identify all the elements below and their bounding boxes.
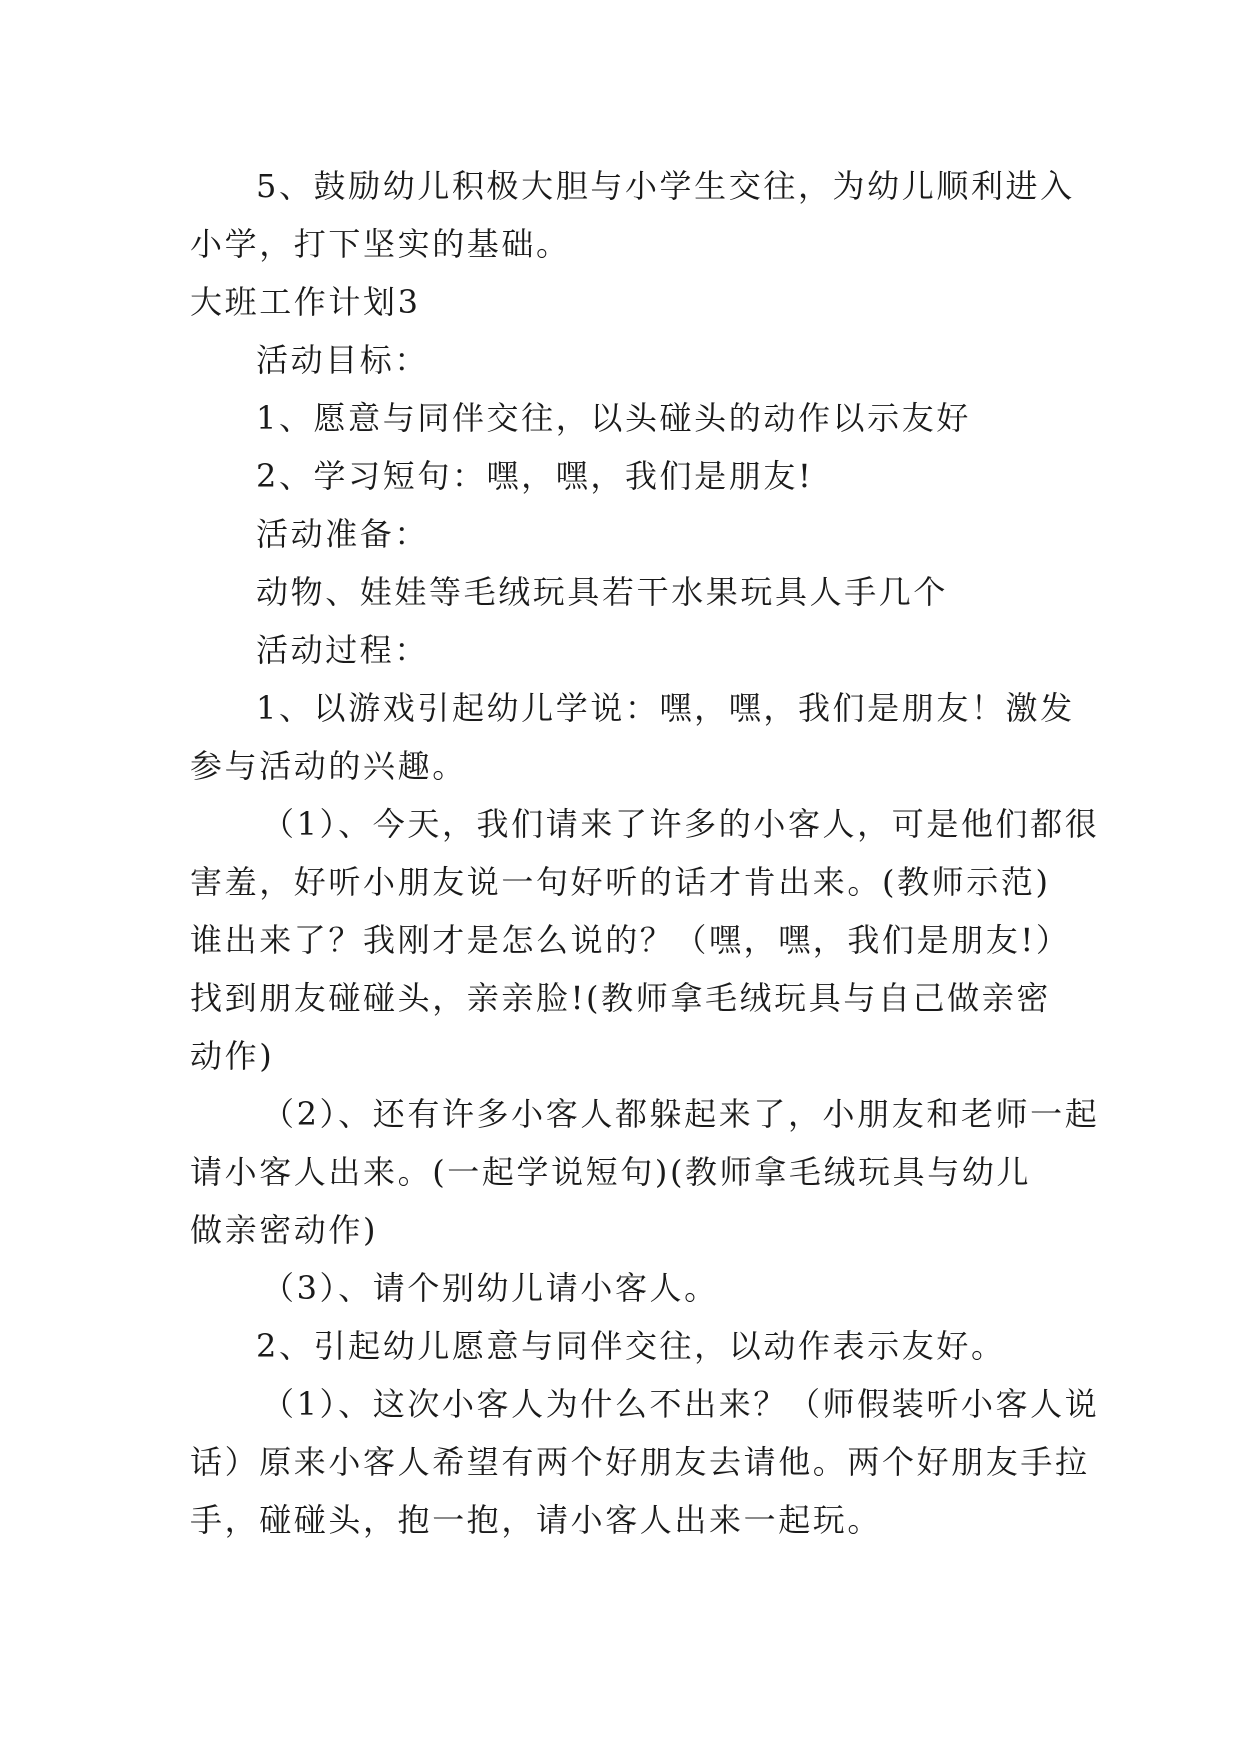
paragraph-line: 活动过程：	[256, 631, 430, 669]
section-heading: 大班工作计划3	[190, 283, 421, 321]
paragraph-line: 谁出来了？我刚才是怎么说的？（嘿，嘿，我们是朋友!）	[190, 921, 1071, 959]
paragraph-line: 参与活动的兴趣。	[190, 747, 467, 785]
paragraph-line: （1）、这次小客人为什么不出来？（师假装听小客人说	[262, 1385, 1100, 1423]
paragraph-line: 找到朋友碰碰头，亲亲脸!(教师拿毛绒玩具与自己做亲密	[190, 979, 1051, 1017]
paragraph-line: 5、鼓励幼儿积极大胆与小学生交往，为幼儿顺利进入	[256, 167, 1075, 205]
paragraph-line: 活动目标：	[256, 341, 430, 379]
paragraph-line: 害羞，好听小朋友说一句好听的话才肯出来。(教师示范)	[190, 863, 1051, 901]
paragraph-line: 1、愿意与同伴交往，以头碰头的动作以示友好	[256, 399, 971, 437]
paragraph-line: 请小客人出来。(一起学说短句)(教师拿毛绒玩具与幼儿	[190, 1153, 1032, 1191]
paragraph-line: 话）原来小客人希望有两个好朋友去请他。两个好朋友手拉	[190, 1443, 1090, 1481]
paragraph-line: （1）、今天，我们请来了许多的小客人，可是他们都很	[262, 805, 1100, 843]
paragraph-line: （3）、请个别幼儿请小客人。	[262, 1269, 719, 1307]
paragraph-line: 动作)	[190, 1037, 275, 1075]
paragraph-line: 活动准备：	[256, 515, 430, 553]
paragraph-line: 动物、娃娃等毛绒玩具若干水果玩具人手几个	[256, 573, 949, 611]
paragraph-line: 手，碰碰头，抱一抱，请小客人出来一起玩。	[190, 1501, 883, 1539]
paragraph-line: 2、学习短句：嘿，嘿，我们是朋友!	[256, 457, 814, 495]
paragraph-line: 2、引起幼儿愿意与同伴交往，以动作表示友好。	[256, 1327, 1006, 1365]
paragraph-line: 小学，打下坚实的基础。	[190, 225, 571, 263]
paragraph-line: 1、以游戏引起幼儿学说：嘿，嘿，我们是朋友！激发	[256, 689, 1075, 727]
paragraph-line: 做亲密动作)	[190, 1211, 379, 1249]
paragraph-line: （2）、还有许多小客人都躲起来了，小朋友和老师一起	[262, 1095, 1100, 1133]
